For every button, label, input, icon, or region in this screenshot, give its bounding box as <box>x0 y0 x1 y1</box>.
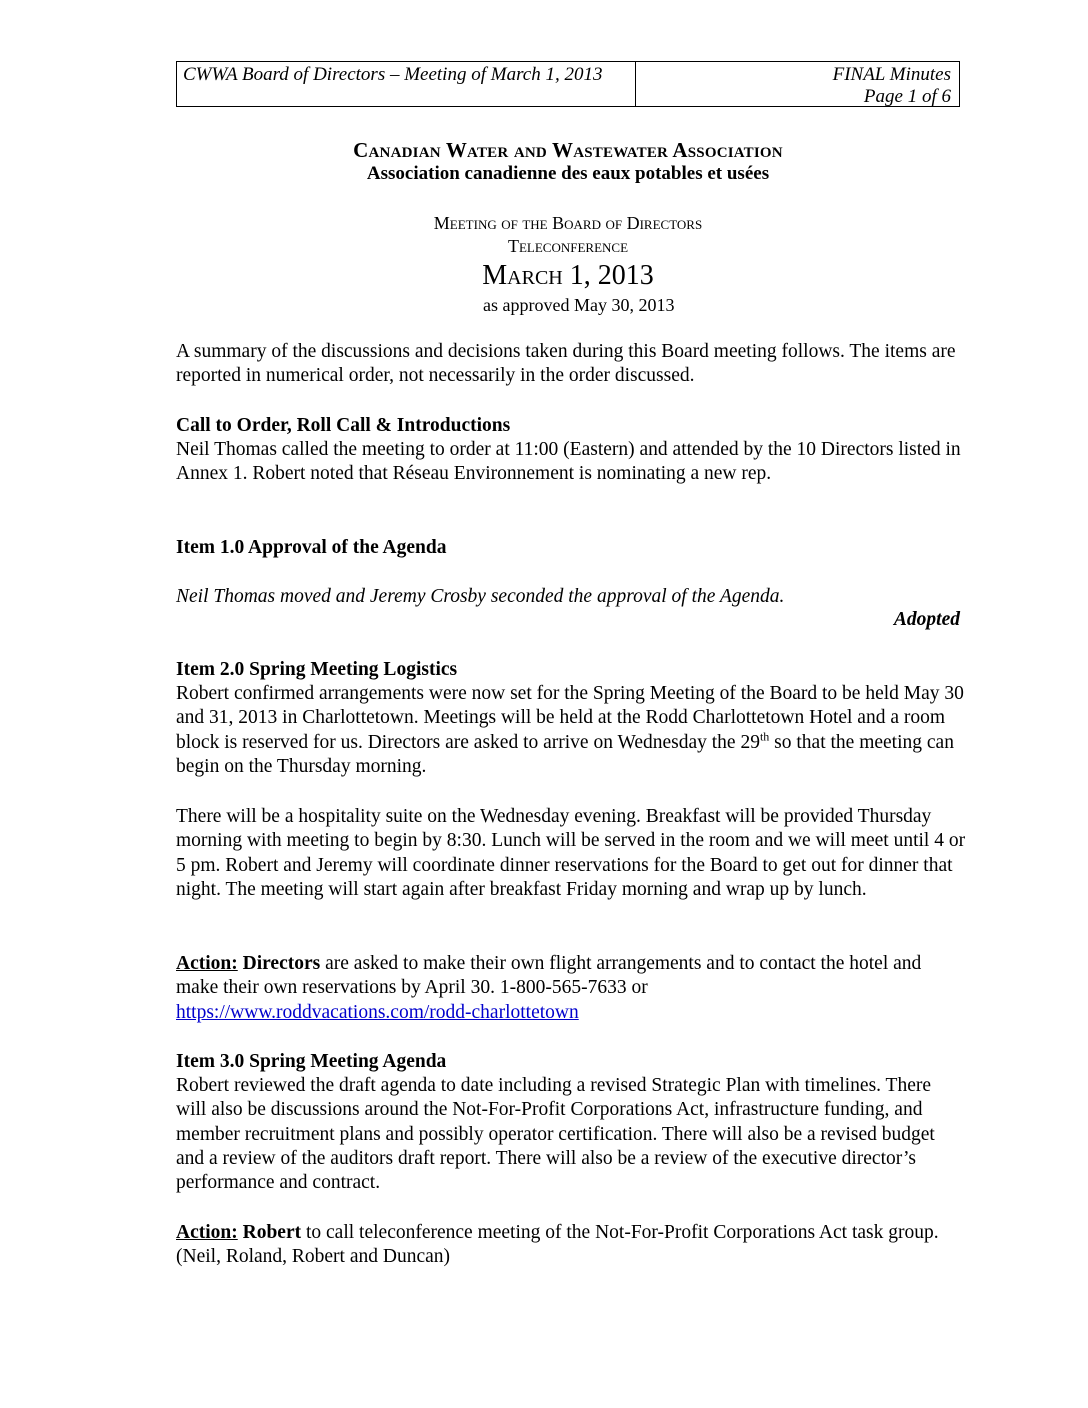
item2-heading: Item 2.0 Spring Meeting Logistics <box>176 659 458 680</box>
org-name-english: Canadian Water and Wastewater Association <box>353 138 783 162</box>
meeting-type: Teleconference <box>507 236 629 256</box>
action-text: are asked to make their own flight arrangements and to contact the hotel and make their own reservations by April 30. 1-800-565-7633 or <box>176 953 922 999</box>
meeting-date: March 1, 2013 <box>482 260 654 291</box>
header-status <box>636 62 959 106</box>
item3-action <box>176 1221 966 1270</box>
item3-heading: Item 3.0 Spring Meeting Agenda <box>176 1051 447 1072</box>
item3-paragraph: Robert reviewed the draft agenda to date including a revised Strategic Plan with timelines. There will also be discussions around the Not-For-Profit Corporations Act, infrastructure funding, and member recruitment plans and possibly operator certification. There will also be a revised budget and a review of the auditors draft report. There will also be a review of the executive director’s performance and contract. <box>176 1075 935 1194</box>
header-page-number: Page 1 of 6 <box>863 86 951 107</box>
item1-heading: Item 1.0 Approval of the Agenda <box>176 537 447 558</box>
item2-p1-text: Robert confirmed arrangements were now set for the Spring Meeting of the Board to be held May 30 and 31, 2013 in Charlottetown. Meetings will be held at the Rodd Charlottetown Hotel and a room block is reserved for us. Directors are asked to arrive on Wednesday the 29 <box>176 683 964 753</box>
approval-note: as approved May 30, 2013 <box>483 295 675 315</box>
action-label: Action: <box>176 1222 238 1243</box>
item2-p1-sup: th <box>759 729 770 744</box>
hotel-link[interactable]: https://www.roddvacations.com/rodd-charlottetown <box>176 1001 579 1023</box>
item2-paragraph-1 <box>176 682 966 779</box>
item2-p1-text-end: so that the meeting can begin on the Thursday morning. <box>176 731 954 777</box>
call-to-order-text: Neil Thomas called the meeting to order at 11:00 (Eastern) and attended by the 10 Directors listed in Annex 1. Robert noted that Réseau Environnement is nominating a new rep. <box>176 439 961 485</box>
header-meeting-title: CWWA Board of Directors – Meeting of March 1, 2013 <box>177 62 636 106</box>
meeting-title: Meeting of the Board of Directors <box>433 213 703 233</box>
item2-action <box>176 952 966 1025</box>
action-who: Robert <box>242 1222 302 1243</box>
org-name-french: Association canadienne des eaux potables et usées <box>366 163 770 184</box>
action-text: to call teleconference meeting of the Not-For-Profit Corporations Act task group. (Neil, Roland, Robert and Duncan) <box>176 1222 939 1268</box>
intro-paragraph: A summary of the discussions and decisions taken during this Board meeting follows. The items are reported in numerical order, not necessarily in the order discussed. <box>176 341 956 387</box>
item1-motion: Neil Thomas moved and Jeremy Crosby seconded the approval of the Agenda. <box>176 586 785 607</box>
call-to-order-heading: Call to Order, Roll Call & Introductions <box>176 415 511 436</box>
action-label: Action: <box>176 953 238 974</box>
page-header <box>176 61 960 107</box>
item1-result: Adopted <box>893 609 960 630</box>
action-who: Directors <box>242 953 321 974</box>
item2-paragraph-2: There will be a hospitality suite on the Wednesday evening. Breakfast will be provided Thursday morning with meeting to begin by 8:30. Lunch will be served in the room and we will meet until 4 or 5 pm. Robert and Jeremy will coordinate dinner reservations for the Board to get out for dinner that night. The meeting will start again after breakfast Friday morning and wrap up by lunch. <box>176 806 966 900</box>
header-minutes-label: FINAL Minutes <box>832 64 951 85</box>
